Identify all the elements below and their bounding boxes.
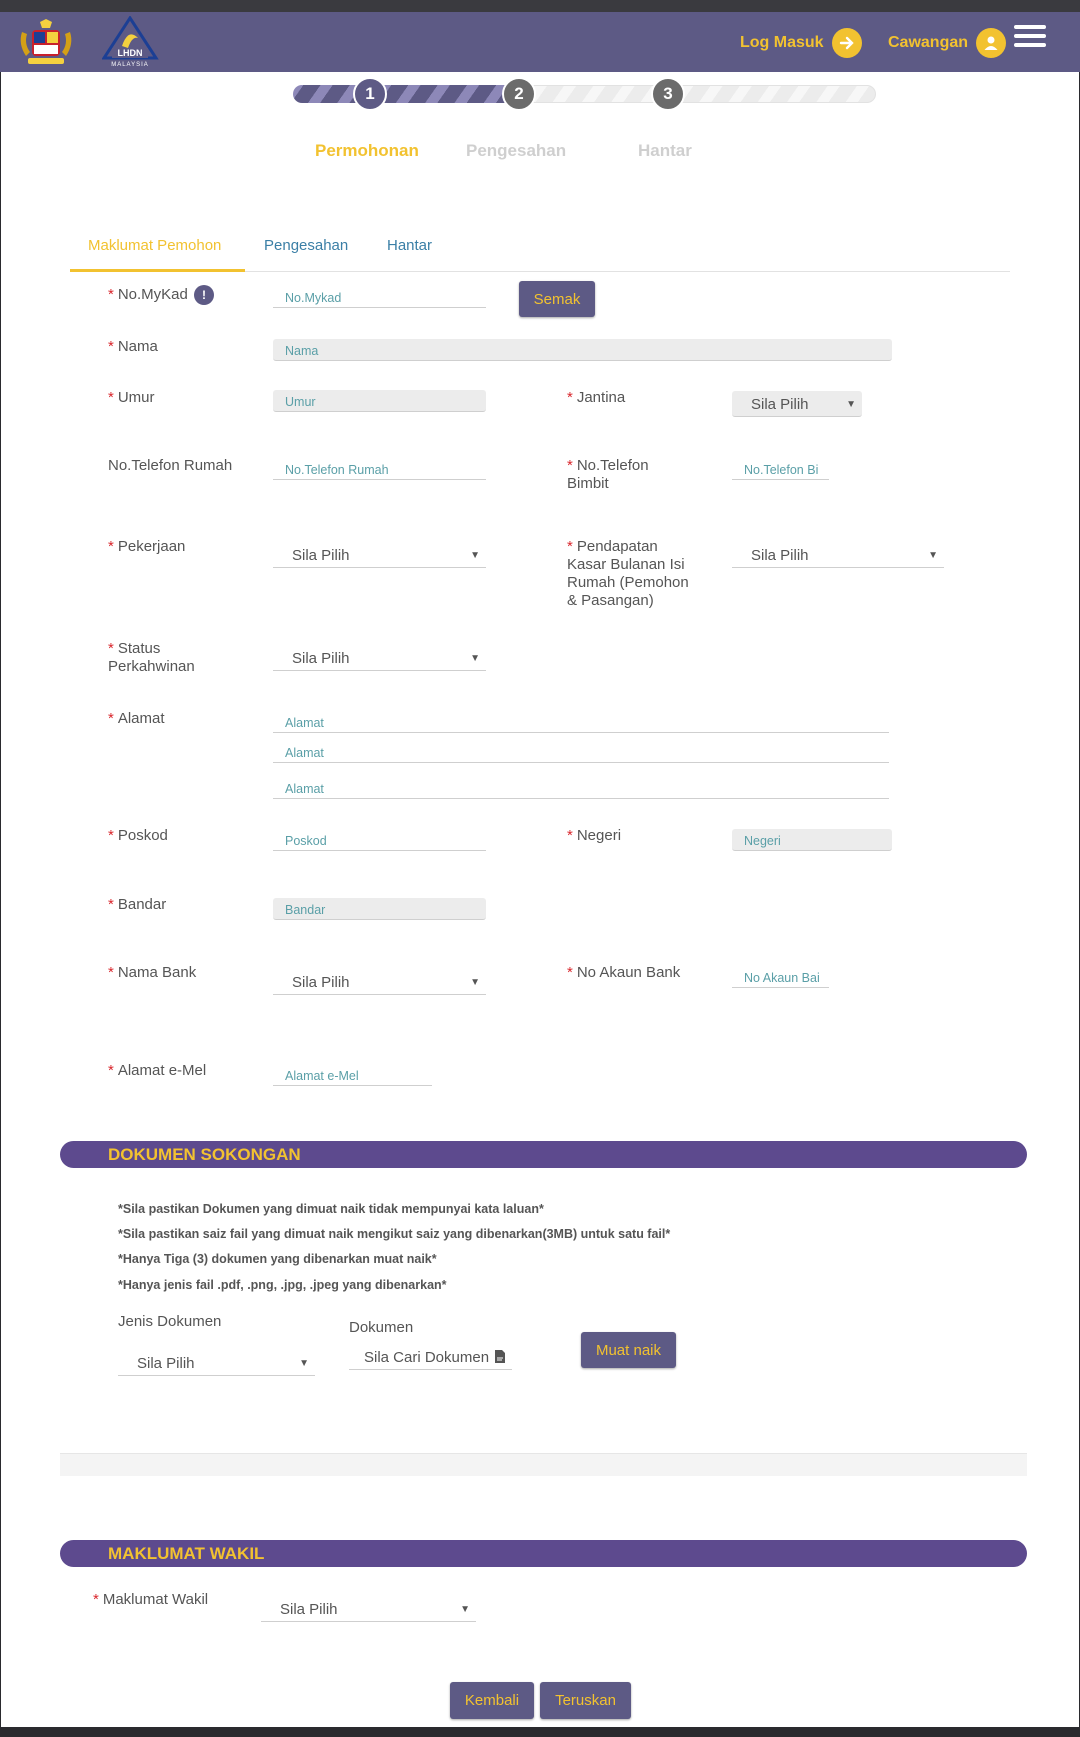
app-header (0, 12, 1080, 72)
chevron-down-icon: ▼ (299, 1358, 309, 1369)
jenis-dokumen-select[interactable]: Sila Pilih ▼ (118, 1350, 315, 1376)
mykad-input[interactable]: No.Mykad (273, 286, 486, 308)
branch-link[interactable] (888, 28, 1006, 58)
emel-input[interactable]: Alamat e-Mel (273, 1064, 432, 1086)
login-link[interactable] (740, 28, 862, 58)
browser-top-strip (0, 0, 1080, 12)
tel-rumah-label: No.Telefon Rumah (108, 457, 233, 474)
branch-label: Cawangan (888, 34, 969, 51)
hamburger-menu-icon[interactable] (1014, 22, 1046, 54)
lhdn-logo-text: LHDN (117, 48, 143, 58)
tab-hantar[interactable]: Hantar (387, 237, 433, 254)
bandar-input[interactable]: Bandar (273, 898, 486, 920)
step-2-badge: 2 (502, 77, 536, 111)
chevron-down-icon: ▼ (846, 399, 856, 410)
jantina-label: * Jantina (567, 389, 626, 406)
step-2-label: Pengesahan (466, 141, 567, 160)
dokumen-note-4: *Hanya jenis fail .pdf, .png, .jpg, .jpeg yang dibenarkan* (118, 1278, 447, 1292)
info-icon[interactable]: ! (194, 285, 214, 305)
dokumen-note-2: *Sila pastikan saiz fail yang dimuat naik mengikut saiz yang dibenarkan(3MB) untuk satu fail* (118, 1227, 671, 1241)
chevron-down-icon: ▼ (460, 1604, 470, 1615)
status-label: * Status Perkahwinan (108, 640, 195, 675)
muat-naik-button[interactable]: Muat naik (581, 1332, 676, 1368)
pendapatan-label: * Pendapatan Kasar Bulanan Isi Rumah (Pemohon & Pasangan) (567, 538, 689, 609)
kembali-button[interactable]: Kembali (450, 1682, 534, 1719)
chevron-down-icon: ▼ (470, 550, 480, 561)
negeri-input[interactable]: Negeri (732, 829, 892, 851)
dokumen-note-3: *Hanya Tiga (3) dokumen yang dibenarkan muat naik* (118, 1252, 437, 1266)
bank-select[interactable]: Sila Pilih ▼ (273, 969, 486, 995)
akaun-input[interactable]: No Akaun Bai (732, 966, 829, 988)
pekerjaan-select[interactable]: Sila Pilih ▼ (273, 542, 486, 568)
arrow-right-icon (832, 28, 862, 58)
bank-label: * Nama Bank (108, 964, 197, 981)
umur-label: * Umur (108, 389, 155, 406)
nama-input[interactable]: Nama (273, 339, 892, 361)
pekerjaan-label: * Pekerjaan (108, 538, 186, 555)
tel-bimbit-label: * No.Telefon Bimbit (567, 457, 649, 492)
poskod-label: * Poskod (108, 827, 168, 844)
chevron-down-icon: ▼ (928, 550, 938, 561)
lhdn-logo-subtext: MALAYSIA (111, 62, 149, 68)
bandar-label: * Bandar (108, 896, 167, 913)
step-1-badge: 1 (353, 77, 387, 111)
semak-button[interactable]: Semak (519, 281, 595, 317)
mykad-label: * No.MyKad (108, 286, 188, 303)
alamat-line-1-input[interactable]: Alamat (273, 711, 889, 733)
step-progress-pending (513, 85, 876, 103)
emel-label: * Alamat e-Mel (108, 1062, 207, 1079)
active-tab-underline (70, 269, 245, 272)
chevron-down-icon: ▼ (470, 653, 480, 664)
malaysia-coat-of-arms[interactable] (16, 18, 76, 66)
lhdn-logo[interactable] (102, 16, 162, 68)
step-progress-done (293, 85, 513, 103)
tel-bimbit-input[interactable]: No.Telefon Bi (732, 458, 829, 480)
wakil-label: * Maklumat Wakil (93, 1591, 209, 1608)
jenis-dokumen-label: Jenis Dokumen (118, 1313, 222, 1330)
browser-bottom-strip (0, 1727, 1080, 1737)
alamat-line-3-input[interactable]: Alamat (273, 777, 889, 799)
user-icon (976, 28, 1006, 58)
step-1-label: Permohonan (315, 141, 419, 160)
akaun-label: * No Akaun Bank (567, 964, 681, 981)
dokumen-note-1: *Sila pastikan Dokumen yang dimuat naik tidak mempunyai kata laluan* (118, 1202, 544, 1216)
dokumen-label: Dokumen (349, 1319, 414, 1336)
teruskan-button[interactable]: Teruskan (540, 1682, 631, 1719)
login-label: Log Masuk (740, 34, 824, 51)
wakil-section-header: MAKLUMAT WAKIL (60, 1540, 1027, 1567)
alamat-line-2-input[interactable]: Alamat (273, 741, 889, 763)
dokumen-section-header: DOKUMEN SOKONGAN (60, 1141, 1027, 1168)
section-separator (60, 1453, 1027, 1476)
tab-maklumat-pemohon[interactable]: Maklumat Pemohon (88, 237, 222, 254)
wakil-select[interactable]: Sila Pilih ▼ (261, 1596, 476, 1622)
alamat-label: * Alamat (108, 710, 165, 727)
step-3-label: Hantar (638, 141, 692, 160)
umur-input[interactable]: Umur (273, 390, 486, 412)
pendapatan-select[interactable]: Sila Pilih ▼ (732, 542, 944, 568)
dokumen-file-input[interactable]: Sila Cari Dokumen (349, 1344, 512, 1370)
status-select[interactable]: Sila Pilih ▼ (273, 645, 486, 671)
pdf-file-icon (494, 1349, 506, 1368)
chevron-down-icon: ▼ (470, 977, 480, 988)
nama-label: * Nama (108, 338, 158, 355)
tel-rumah-input[interactable]: No.Telefon Rumah (273, 458, 486, 480)
jantina-select[interactable]: Sila Pilih ▼ (732, 391, 862, 417)
tab-pengesahan[interactable]: Pengesahan (264, 237, 349, 254)
step-3-badge: 3 (651, 77, 685, 111)
poskod-input[interactable]: Poskod (273, 829, 486, 851)
negeri-label: * Negeri (567, 827, 622, 844)
